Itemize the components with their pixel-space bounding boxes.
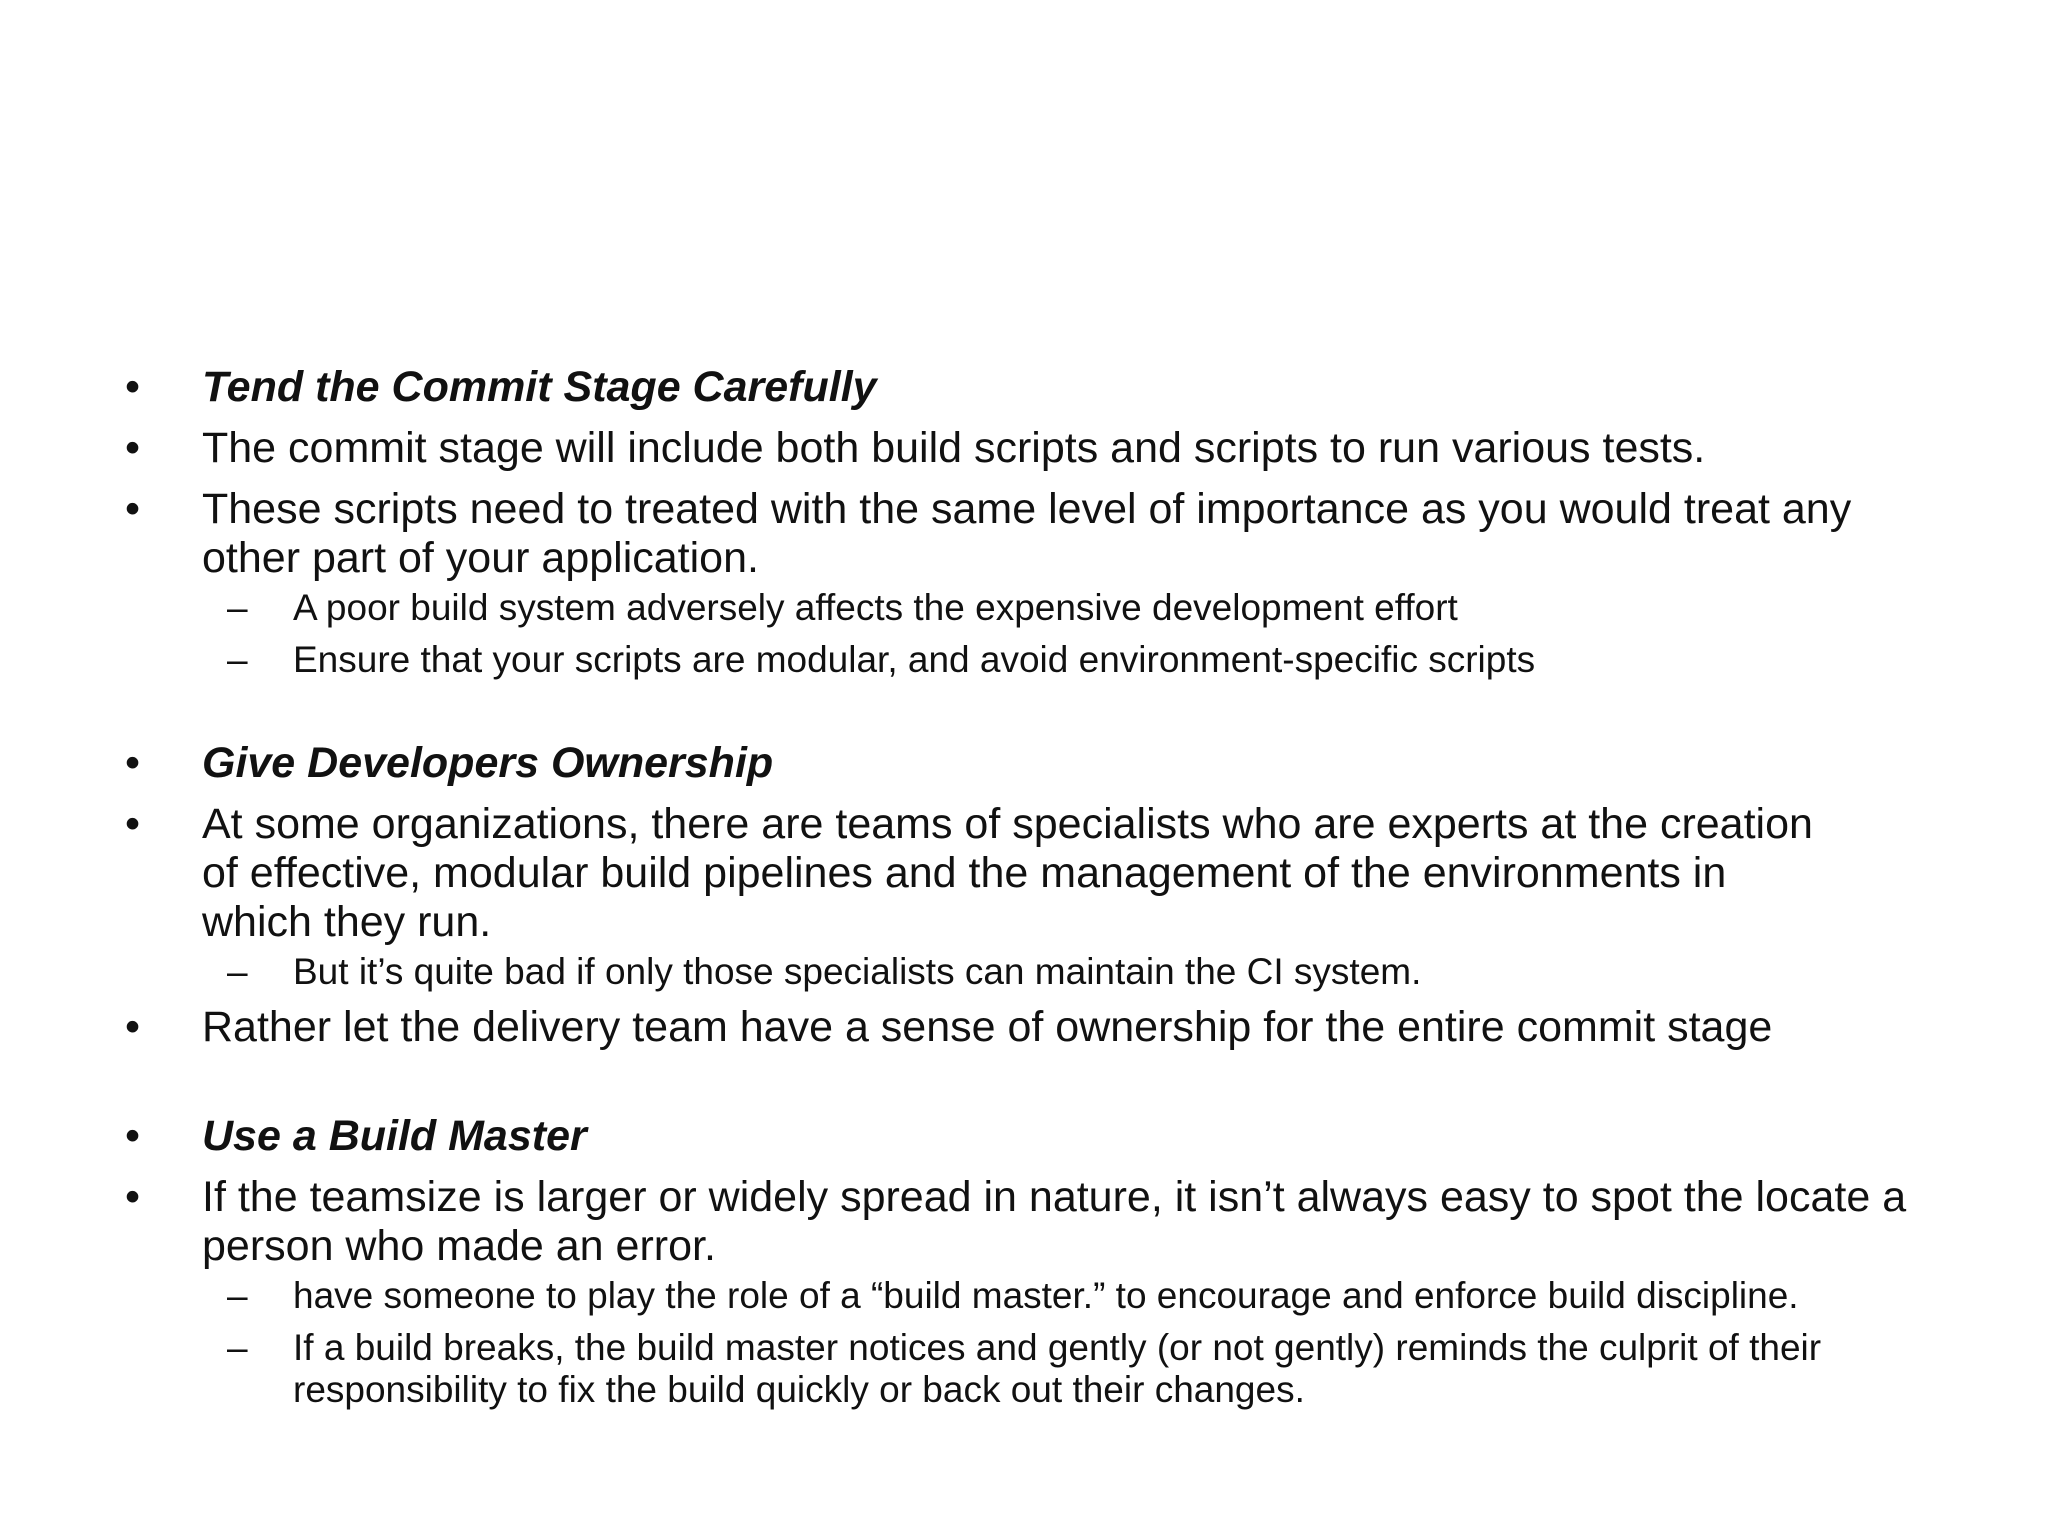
bullet-icon: • xyxy=(125,1173,141,1221)
section-gap xyxy=(125,1064,1965,1112)
bullet-text: If the teamsize is larger or widely spread in nature, it isn’t always easy to spot the locate a person who made an error. xyxy=(202,1173,1907,1270)
section-heading xyxy=(125,1112,1965,1161)
bullet-item xyxy=(125,1003,1965,1052)
slide-body xyxy=(125,363,1965,1421)
bullet-icon: • xyxy=(125,1112,141,1160)
bullet-icon: • xyxy=(125,800,141,848)
sub-bullet-text: But it’s quite bad if only those specialists can maintain the CI system. xyxy=(293,951,1422,992)
sub-bullet-text: Ensure that your scripts are modular, and avoid environment-specific scripts xyxy=(293,639,1536,680)
heading-text: Use a Build Master xyxy=(202,1112,587,1160)
section-heading xyxy=(125,363,1965,412)
bullet-icon: • xyxy=(125,363,141,411)
bullet-item xyxy=(125,424,1965,473)
sub-bullet-text: If a build breaks, the build master notices and gently (or not gently) reminds the culprit of their responsibility to fix the build quickly or back out their changes. xyxy=(293,1327,1822,1410)
sub-bullet-item xyxy=(125,951,1965,993)
bullet-text: Rather let the delivery team have a sense of ownership for the entire commit stage xyxy=(202,1003,1773,1051)
bullet-icon: • xyxy=(125,424,141,472)
bullet-icon: • xyxy=(125,1003,141,1051)
section-heading xyxy=(125,739,1965,788)
bullet-text: The commit stage will include both build scripts and scripts to run various tests. xyxy=(202,424,1706,472)
sub-bullet-item xyxy=(125,639,1965,681)
dash-icon: – xyxy=(227,587,248,628)
heading-text: Give Developers Ownership xyxy=(202,739,774,787)
dash-icon: – xyxy=(227,951,248,992)
heading-text: Tend the Commit Stage Carefully xyxy=(202,363,877,411)
sub-bullet-text: A poor build system adversely affects the expensive development effort xyxy=(293,587,1458,628)
dash-icon: – xyxy=(227,639,248,680)
dash-icon: – xyxy=(227,1327,248,1368)
section-gap xyxy=(125,691,1965,739)
bullet-item xyxy=(125,485,1965,583)
bullet-item xyxy=(125,800,1965,947)
sub-bullet-text: have someone to play the role of a “build master.” to encourage and enforce build discipline. xyxy=(293,1275,1799,1316)
sub-bullet-item xyxy=(125,1275,1965,1317)
bullet-icon: • xyxy=(125,739,141,787)
dash-icon: – xyxy=(227,1275,248,1316)
sub-bullet-item xyxy=(125,587,1965,629)
bullet-text: At some organizations, there are teams of specialists who are experts at the creation of effective, modular build pipelines and the management of the environments in which they run. xyxy=(202,800,1813,946)
bullet-item xyxy=(125,1173,1965,1271)
bullet-text: These scripts need to treated with the same level of importance as you would treat any other part of your application. xyxy=(202,485,1852,582)
sub-bullet-item xyxy=(125,1327,1965,1411)
bullet-icon: • xyxy=(125,485,141,533)
